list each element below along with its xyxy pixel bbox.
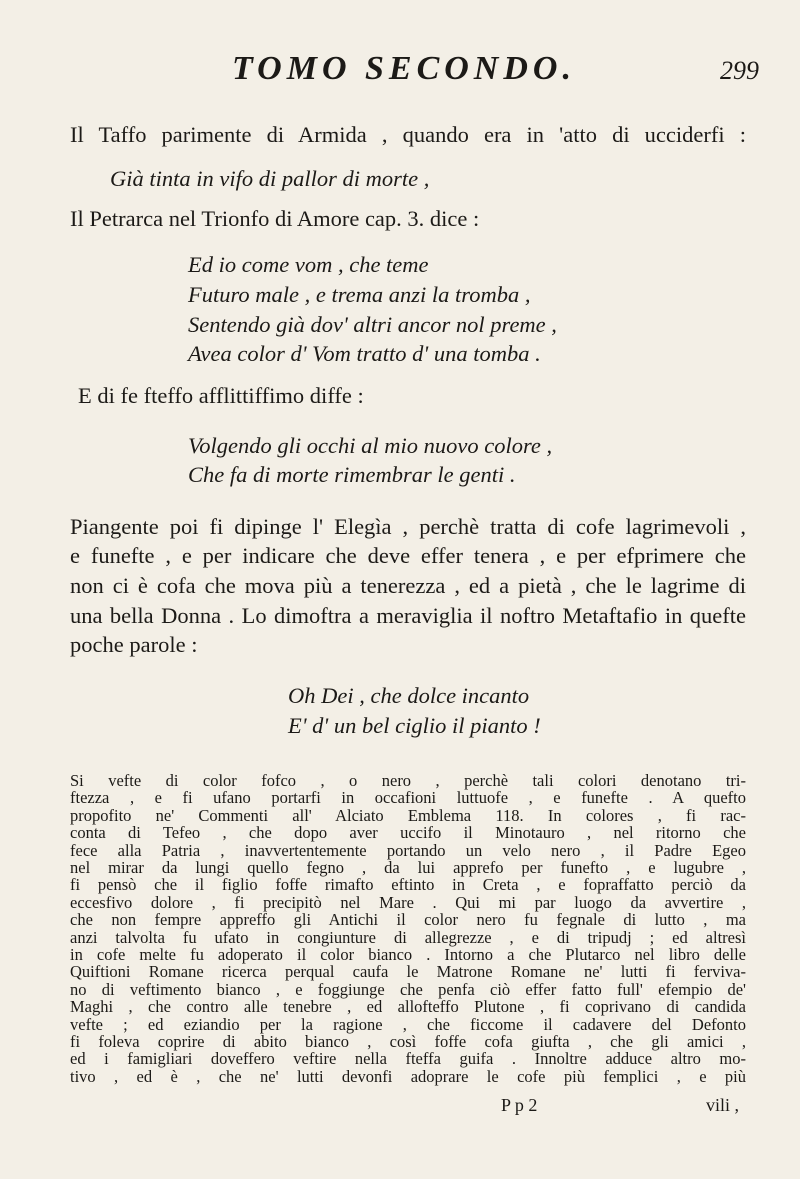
text-line: non ci è cofa che mova più a tenerezza , ed a pietà , che le lagrime di: [70, 573, 746, 598]
text-line: Si vefte di color fofco , o nero , perchè tali colori denotano tri-: [70, 771, 746, 790]
text-line: tivo , ed è , che ne' lutti devonfi adoprare le cofe più femplici , e più: [70, 1066, 746, 1086]
text-line: Maghi , che contro alle tenebre , ed allofteffo Plutone , fi coprivano di candida: [70, 997, 746, 1017]
text-line: Il Taffo parimente di Armida , quando era in 'atto di ucciderfi :: [70, 122, 746, 147]
text-line: propofito ne' Commenti all' Alciato Emblema 118. In colores , fi rac-: [70, 805, 746, 825]
verse-line: Già tinta in vifo di pallor di morte ,: [110, 166, 430, 191]
text-line: conta di Tefeo , che dopo aver uccifo il Minotauro , nel ritorno che: [70, 823, 746, 843]
text-line: ftezza , e fi ufano portarfi in occafioni luttuofe , e funefte . A quefto: [70, 788, 746, 808]
verse-line: Avea color d' Vom tratto d' una tomba .: [188, 341, 541, 366]
text-line: fi pensò che il figlio foffe rimafto eftinto in Creta , e fopraffatto perciò da: [70, 875, 746, 895]
text-line: E di fe fteffo afflittiffimo diffe :: [78, 383, 364, 408]
verse-line: Futuro male , e trema anzi la tromba ,: [188, 282, 531, 307]
text-line: Quiftioni Romane ricerca perqual caufa le Matrone Romane ne' lutti fi ferviva-: [70, 962, 746, 982]
text-line: in cofe melte fu adoperato il color bianco . Intorno a che Plutarco nel libro delle: [70, 945, 746, 964]
verse-line: Volgendo gli occhi al mio nuovo colore ,: [188, 433, 553, 458]
text-line: nel mirar da lungi quello fegno , da lui apprefo per funefto , e lugubre ,: [70, 858, 746, 877]
catchword: vili ,: [706, 1095, 740, 1115]
text-line: Piangente poi fi dipinge l' Elegìa , perchè tratta di cofe lagrimevoli ,: [70, 514, 746, 539]
text-line: poche parole :: [70, 632, 198, 657]
text-line: fi foleva coprire di abito bianco , così foffe cofa giufta , che gli amici ,: [70, 1032, 746, 1051]
verse-line: Che fa di morte rimembrar le genti .: [188, 462, 516, 487]
text-line: ed i famigliari doveffero veftire nella fteffa guifa . Innoltre adduce altro mo-: [70, 1049, 746, 1069]
text-line: una bella Donna . Lo dimoftra a meraviglia il noftro Metaftafio in quefte: [70, 603, 746, 628]
signature-mark: P p 2: [501, 1095, 538, 1115]
text-line: anzi talvolta fu ufato in congiunture di allegrezze , e di tripudj ; ed altresì: [70, 927, 746, 947]
text-line: vefte ; ed eziandio per la ragione , che ficcome il cadavere del Defonto: [70, 1014, 746, 1034]
verse-line: Ed io come vom , che teme: [188, 252, 429, 277]
text-line: eccesfivo dolore , fi precipitò nel Mare . Qui mi par luogo da avvertire ,: [70, 892, 746, 912]
verse-line: E' d' un bel ciglio il pianto !: [288, 713, 541, 738]
text-line: che non fempre appreffo gli Antichi il color nero fu fegnale di lutto , ma: [70, 910, 746, 930]
text-line: no di veftimento bianco , e foggiunge che penfa ciò effer fatto full' efempio de': [70, 979, 746, 999]
text-line: e funefte , e per indicare che deve effer tenera , e per efprimere che: [70, 543, 746, 568]
text-line: Il Petrarca nel Trionfo di Amore cap. 3. dice :: [70, 206, 480, 231]
verse-line: Sentendo già dov' altri ancor nol preme ,: [188, 312, 557, 337]
page-header: [0, 50, 800, 100]
page-number: 299: [720, 56, 759, 85]
text-line: fece alla Patria , inavvertentemente portando un velo nero , il Padre Egeo: [70, 840, 746, 860]
running-title: TOMO SECONDO.: [232, 50, 576, 87]
verse-line: Oh Dei , che dolce incanto: [288, 683, 530, 708]
